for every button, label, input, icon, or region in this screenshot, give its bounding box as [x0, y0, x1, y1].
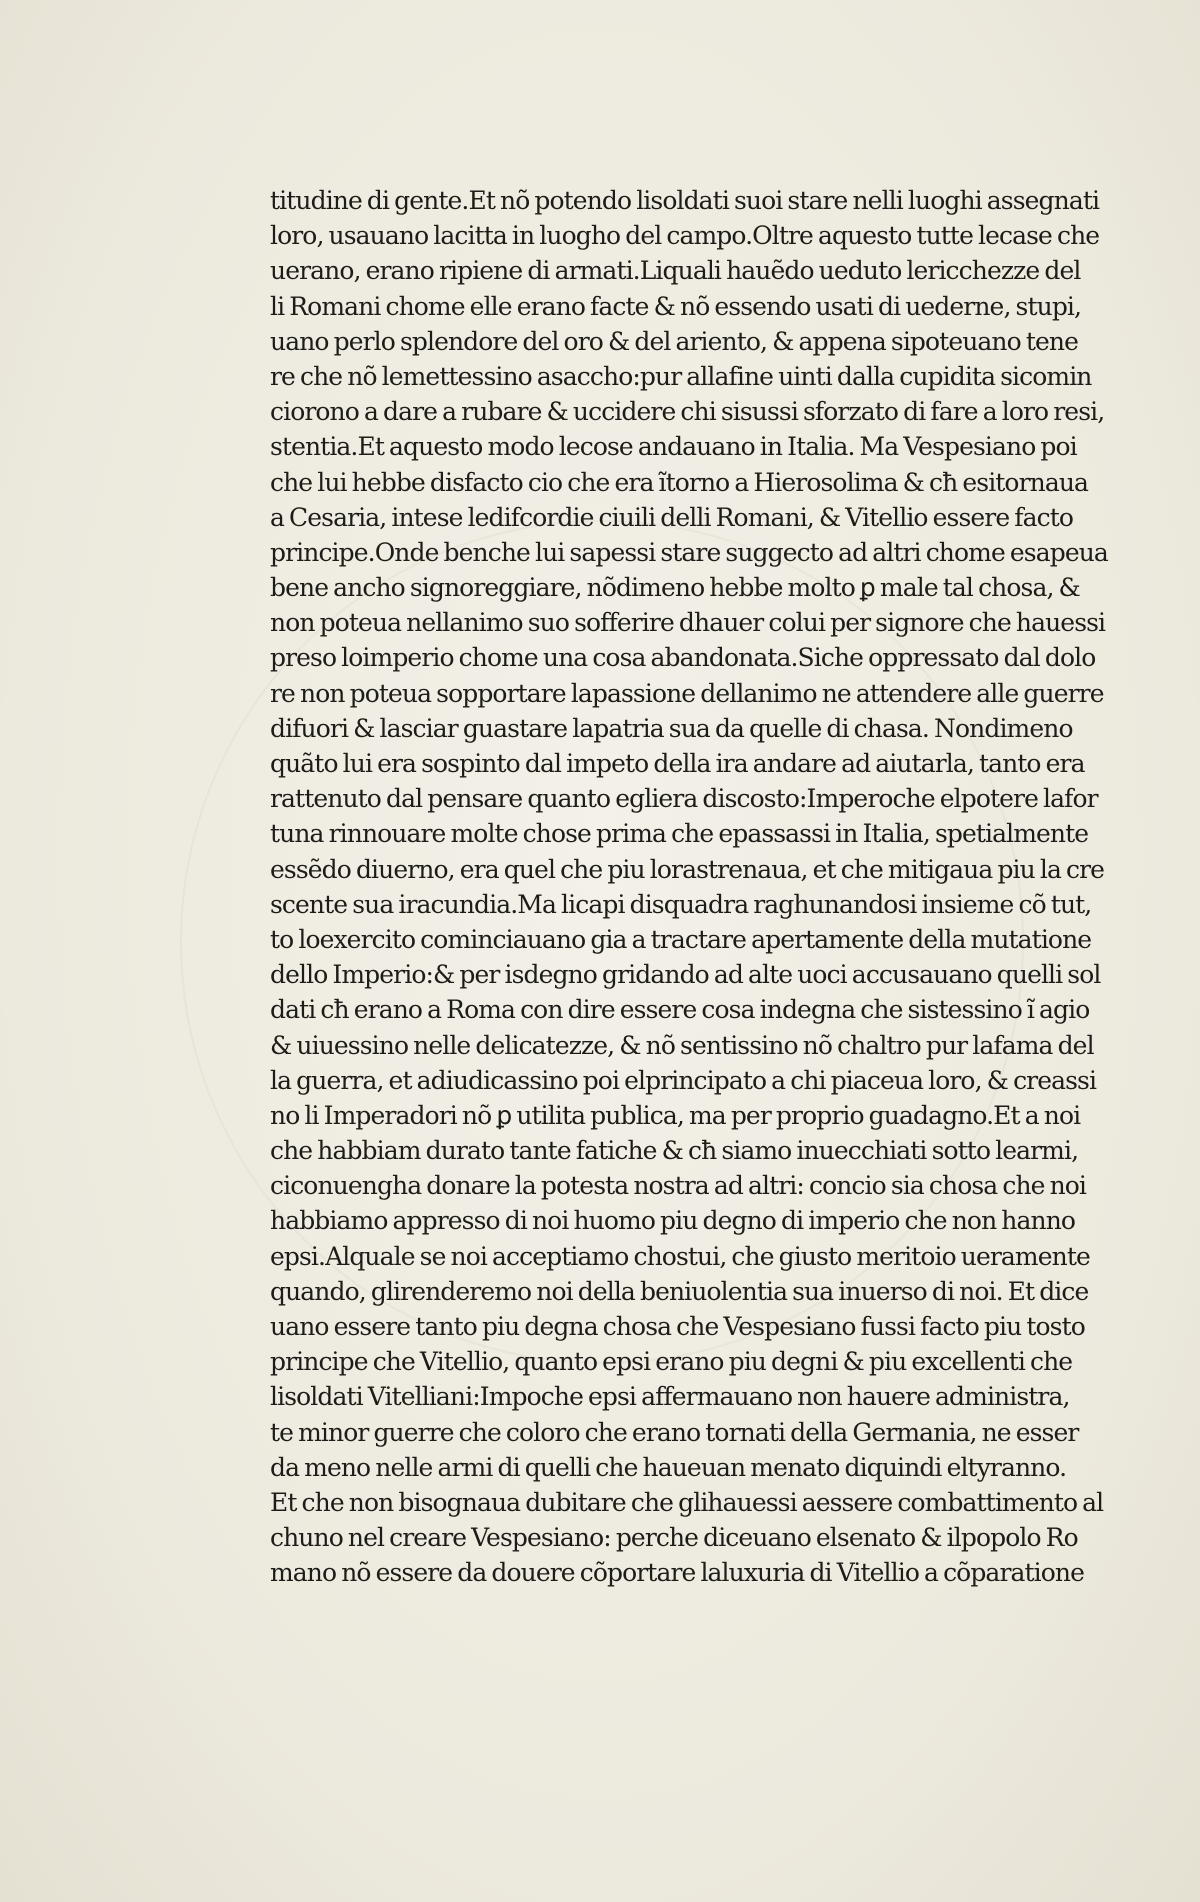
text-line: ciconuengha donare la potesta nostra ad altri: concio sia chosa che noi [270, 1171, 1087, 1201]
text-line: rattenuto dal pensare quanto egliera discosto:Imperoche elpotere lafor [270, 784, 1098, 814]
text-line: to loexercito cominciauano gia a tractare apertamente della mutatione [270, 924, 1092, 954]
text-block [270, 183, 1120, 1591]
text-line: titudine di gente.Et nõ potendo lisoldati suoi stare nelli luoghi assegnati [270, 186, 1100, 215]
text-line: quãto lui era sospinto dal impeto della ira andare ad aiutarla, tanto era [270, 749, 1085, 778]
text-line: loro, usauano lacitta in luogho del campo.Oltre aquesto tutte lecase che [270, 221, 1100, 251]
text-line: la guerra, et adiudicassino poi elprincipato a chi piaceua loro, & creassi [270, 1065, 1097, 1095]
text-line: re che nõ lemettessino asaccho:pur allafine uinti dalla cupidita sicomin [270, 361, 1092, 391]
text-line: habbiamo appresso di noi huomo piu degno di imperio che non hanno [270, 1206, 1076, 1236]
text-line: che lui hebbe disfacto cio che era ĩtorno a Hierosolima & cħ esitornaua [270, 467, 1089, 497]
text-line: principe.Onde benche lui sapessi stare suggecto ad altri chome esapeua [270, 537, 1108, 567]
text-line: mano nõ essere da douere cõportare laluxuria di Vitellio a cõparatione [270, 1558, 1084, 1588]
text-line: re non poteua sopportare lapassione dellanimo ne attendere alle guerre [270, 678, 1104, 708]
text-line: stentia.Et aquesto modo lecose andauano in Italia. Ma Vespesiano poi [270, 432, 1077, 462]
text-line: scente sua iracundia.Ma licapi disquadra raghunandosi insieme cõ tut, [270, 889, 1092, 919]
text-line: uano perlo splendore del oro & del ariento, & appena sipoteuano tene [270, 326, 1078, 356]
text-line: uano essere tanto piu degna chosa che Vespesiano fussi facto piu tosto [270, 1312, 1085, 1341]
text-line: ciorono a dare a rubare & uccidere chi sisussi sforzato di fare a loro resi, [270, 397, 1105, 427]
text-line: non poteua nellanimo suo sofferire dhauer colui per signore che hauessi [270, 608, 1106, 638]
text-line: no li Imperadori nõ ꝑ utilita publica, ma per proprio guadagno.Et a noi [270, 1100, 1081, 1130]
text-line: uerano, erano ripiene di armati.Liquali hauẽdo ueduto lericchezze del [270, 256, 1081, 286]
text-line: te minor guerre che coloro che erano tornati della Germania, ne esser [270, 1417, 1079, 1447]
text-line: a Cesaria, intese ledifcordie ciuili delli Romani, & Vitellio essere facto [270, 502, 1074, 532]
text-line: li Romani chome elle erano facte & nõ essendo usati di uederne, stupi, [270, 291, 1082, 321]
text-line: Et che non bisognaua dubitare che glihauessi aessere combattimento al [270, 1487, 1104, 1517]
text-line: essẽdo diuerno, era quel che piu lorastrenaua, et che mitigaua piu la cre [270, 854, 1105, 884]
text-line: epsi.Alquale se noi acceptiamo chostui, che giusto meritoio ueramente [270, 1241, 1090, 1271]
text-line: dello Imperio:& per isdegno gridando ad alte uoci accusauano quelli sol [270, 960, 1101, 990]
text-line: principe che Vitellio, quanto epsi erano piu degni & piu excellenti che [270, 1347, 1073, 1377]
text-line: & uiuessino nelle delicatezze, & nõ sentissino nõ chaltro pur lafama del [270, 1030, 1094, 1060]
text-line: tuna rinnouare molte chose prima che epassassi in Italia, spetialmente [270, 819, 1089, 849]
text-line: bene ancho signoreggiare, nõdimeno hebbe molto ꝑ male tal chosa, & [270, 573, 1080, 603]
text-line: difuori & lasciar guastare lapatria sua da quelle di chasa. Nondimeno [270, 713, 1073, 743]
text-line: dati cħ erano a Roma con dire essere cosa indegna che sistessino ĩ agio [270, 995, 1090, 1025]
text-line: chuno nel creare Vespesiano: perche diceuano elsenato & ilpopolo Ro [270, 1523, 1078, 1553]
text-line: quando, glirenderemo noi della beniuolentia sua inuerso di noi. Et dice [270, 1276, 1089, 1306]
text-line: che habbiam durato tante fatiche & cħ siamo inuecchiati sotto learmi, [270, 1136, 1079, 1166]
text-line: preso loimperio chome una cosa abandonata.Siche oppressato dal dolo [270, 643, 1096, 673]
text-line: da meno nelle armi di quelli che haueuan menato diquindi eltyranno. [270, 1452, 1067, 1482]
text-line: lisoldati Vitelliani:Impoche epsi affermauano non hauere administra, [270, 1382, 1070, 1412]
